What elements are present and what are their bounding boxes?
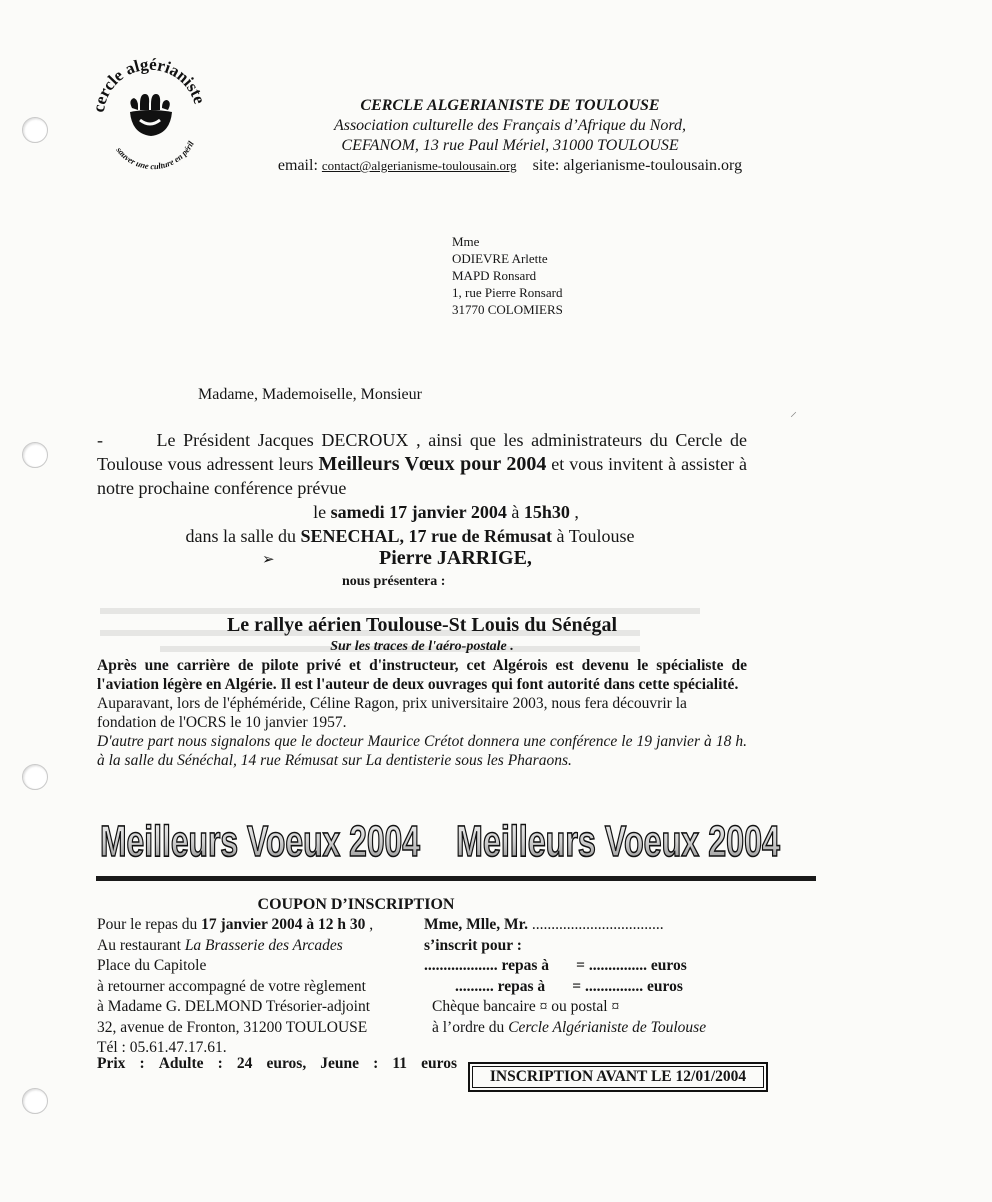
coupon-right: [424, 915, 706, 1038]
name-blank[interactable]: ..................................: [528, 916, 664, 933]
speaker-bio: Après une carrière de pilote privé et d'instructeur, cet Algérois est devenu le spécialiste de l'aviation légère en Algérie. Il est l'auteur de deux ouvrages qui font autorité dans cette spécialité.: [97, 657, 747, 693]
registers-label: s’inscrit pour :: [424, 936, 522, 954]
return-instruction: à retourner accompagné de votre règlement: [97, 977, 366, 995]
other-conference-note: D'autre part nous signalons que le docteur Maurice Crétot donnera une conférence le 19 janvier à 18 h. à la salle du Sénéchal, 14 rue Rémusat sur La dentisterie sous les Pharaons.: [97, 733, 747, 769]
best-wishes: Meilleurs Vœux pour 2004: [318, 453, 547, 475]
adult-currency: euros,: [266, 1055, 307, 1072]
meal-prefix: Pour le repas du: [97, 916, 202, 933]
letterhead: [230, 96, 790, 176]
svg-text:cercle algérianiste: [89, 55, 209, 114]
greeting: Madame, Mademoiselle, Monsieur: [198, 386, 422, 403]
date-suffix: ,: [569, 502, 579, 522]
horizontal-rule: [96, 876, 816, 881]
payable-prefix: à l’ordre du: [432, 1018, 509, 1036]
youth-price: 11: [392, 1055, 408, 1072]
meal-count-field-2[interactable]: .......... repas à = ............... euros: [424, 977, 683, 995]
name-label: Mme, Mlle, Mr.: [424, 916, 529, 933]
recipient-name: ODIEVRE Arlette: [452, 251, 548, 266]
name-field[interactable]: [424, 915, 706, 936]
venue-suffix: à Toulouse: [552, 526, 635, 546]
invitation-text-b: et vous invitent à assister à notre prochaine conférence prévue: [97, 454, 747, 498]
restaurant-line: [97, 936, 373, 957]
punch-hole: [22, 1088, 48, 1114]
meal-date: 17 janvier 2004 à 12 h 30: [201, 916, 366, 933]
adult-label: Adulte: [158, 1055, 204, 1072]
treasurer-address: 32, avenue de Fronton, 31200 TOULOUSE: [97, 1018, 368, 1036]
punch-hole: [22, 117, 48, 143]
coupon-title: COUPON D’INSCRIPTION: [257, 896, 455, 913]
speaker-line: [97, 548, 747, 574]
invitation-paragraph: [97, 428, 747, 500]
recipient-city: 31770 COLOMIERS: [452, 302, 563, 317]
organization-address: CEFANOM, 13 rue Paul Mériel, 31000 TOULOUSE: [341, 137, 679, 154]
venue: SENECHAL, 17 rue de Rémusat: [300, 526, 553, 546]
youth-colon: :: [373, 1055, 379, 1072]
speaker-name: Pierre JARRIGE,: [379, 547, 532, 569]
email-link[interactable]: contact@algerianisme-toulousain.org: [321, 158, 517, 173]
bullet-dash: -: [97, 430, 103, 450]
price-line: [97, 1055, 457, 1073]
price-colon: :: [139, 1055, 145, 1072]
svg-text:sauver une culture en péril: [114, 139, 196, 171]
youth-currency: euros: [421, 1055, 457, 1072]
restaurant-prefix: Au restaurant: [97, 936, 185, 954]
restaurant-place: Place du Capitole: [97, 957, 207, 974]
event-venue: [73, 524, 747, 548]
restaurant-name: La Brasserie des Arcades: [184, 936, 343, 954]
meal-count-field-1[interactable]: ................... repas à = ............... euros: [424, 957, 687, 974]
payable-name: Cercle Algérianiste de Toulouse: [508, 1018, 707, 1036]
meal-date-line: [97, 915, 373, 936]
coupon-left: [97, 915, 373, 1059]
adult-price: 24: [236, 1055, 253, 1072]
organization-name: CERCLE ALGERIANISTE DE TOULOUSE: [360, 97, 660, 114]
event-date: [97, 500, 747, 524]
treasurer-phone: Tél : 05.61.47.17.61.: [97, 1039, 227, 1056]
date-mid: à: [506, 502, 524, 522]
talk-section: [97, 612, 747, 770]
registration-deadline-box: [468, 1062, 768, 1092]
website[interactable]: site: algerianisme-toulousain.org: [532, 157, 743, 174]
arrow-icon: ➢: [262, 552, 275, 568]
best-wishes-banner: [96, 804, 786, 864]
adult-colon: :: [217, 1055, 223, 1072]
logo-text-bottom: sauver une culture en péril: [114, 139, 196, 172]
date: samedi 17 janvier 2004: [330, 502, 507, 522]
youth-label: Jeune: [320, 1055, 360, 1072]
venue-prefix: dans la salle du: [185, 526, 301, 546]
recipient-address: [452, 233, 563, 318]
treasurer-name: à Madame G. DELMOND Trésorier-adjoint: [97, 998, 371, 1015]
price-word: Prix: [97, 1055, 126, 1072]
talk-subtitle: Sur les traces de l'aéro-postale .: [330, 639, 514, 654]
date-prefix: le: [313, 502, 331, 522]
payment-method[interactable]: Chèque bancaire ¤ ou postal ¤: [432, 998, 620, 1015]
contact-line: [230, 156, 790, 176]
organization-subtitle: Association culturelle des Français d’Afrique du Nord,: [333, 117, 687, 134]
recipient-title: Mme: [452, 234, 480, 249]
logo-text-top: cercle algérianiste: [88, 54, 210, 114]
hand-emblem-icon: [130, 94, 172, 136]
payable-to: [424, 1018, 706, 1039]
presents-line: nous présentera :: [342, 574, 446, 589]
email-label: email:: [277, 157, 322, 174]
invitation-text-a: Le Président Jacques DECROUX , ainsi que les administrateurs du Cercle de Toulouse vous adressent leurs: [97, 430, 747, 474]
time: 15h30: [523, 502, 570, 522]
punch-hole: [22, 442, 48, 468]
recipient-residence: MAPD Ronsard: [452, 268, 537, 283]
association-logo: [86, 50, 214, 178]
talk-title: Le rallye aérien Toulouse-St Louis du Sénégal: [226, 614, 618, 636]
punch-hole: [22, 764, 48, 790]
recipient-street: 1, rue Pierre Ronsard: [452, 285, 563, 300]
banner-text-right: Meilleurs Voeux 2004: [456, 817, 781, 866]
ephemeride-note: Auparavant, lors de l'éphéméride, Céline Ragon, prix universitaire 2003, nous fera découvrir la fondation de l'OCRS le 10 janvier 1957.: [97, 695, 687, 731]
registration-deadline: INSCRIPTION AVANT LE 12/01/2004: [472, 1066, 764, 1088]
banner-text-left: Meilleurs Voeux 2004: [100, 817, 421, 866]
fold-mark: ⸝: [790, 405, 797, 420]
meal-suffix: ,: [365, 916, 374, 933]
invitation-block: [97, 428, 747, 590]
